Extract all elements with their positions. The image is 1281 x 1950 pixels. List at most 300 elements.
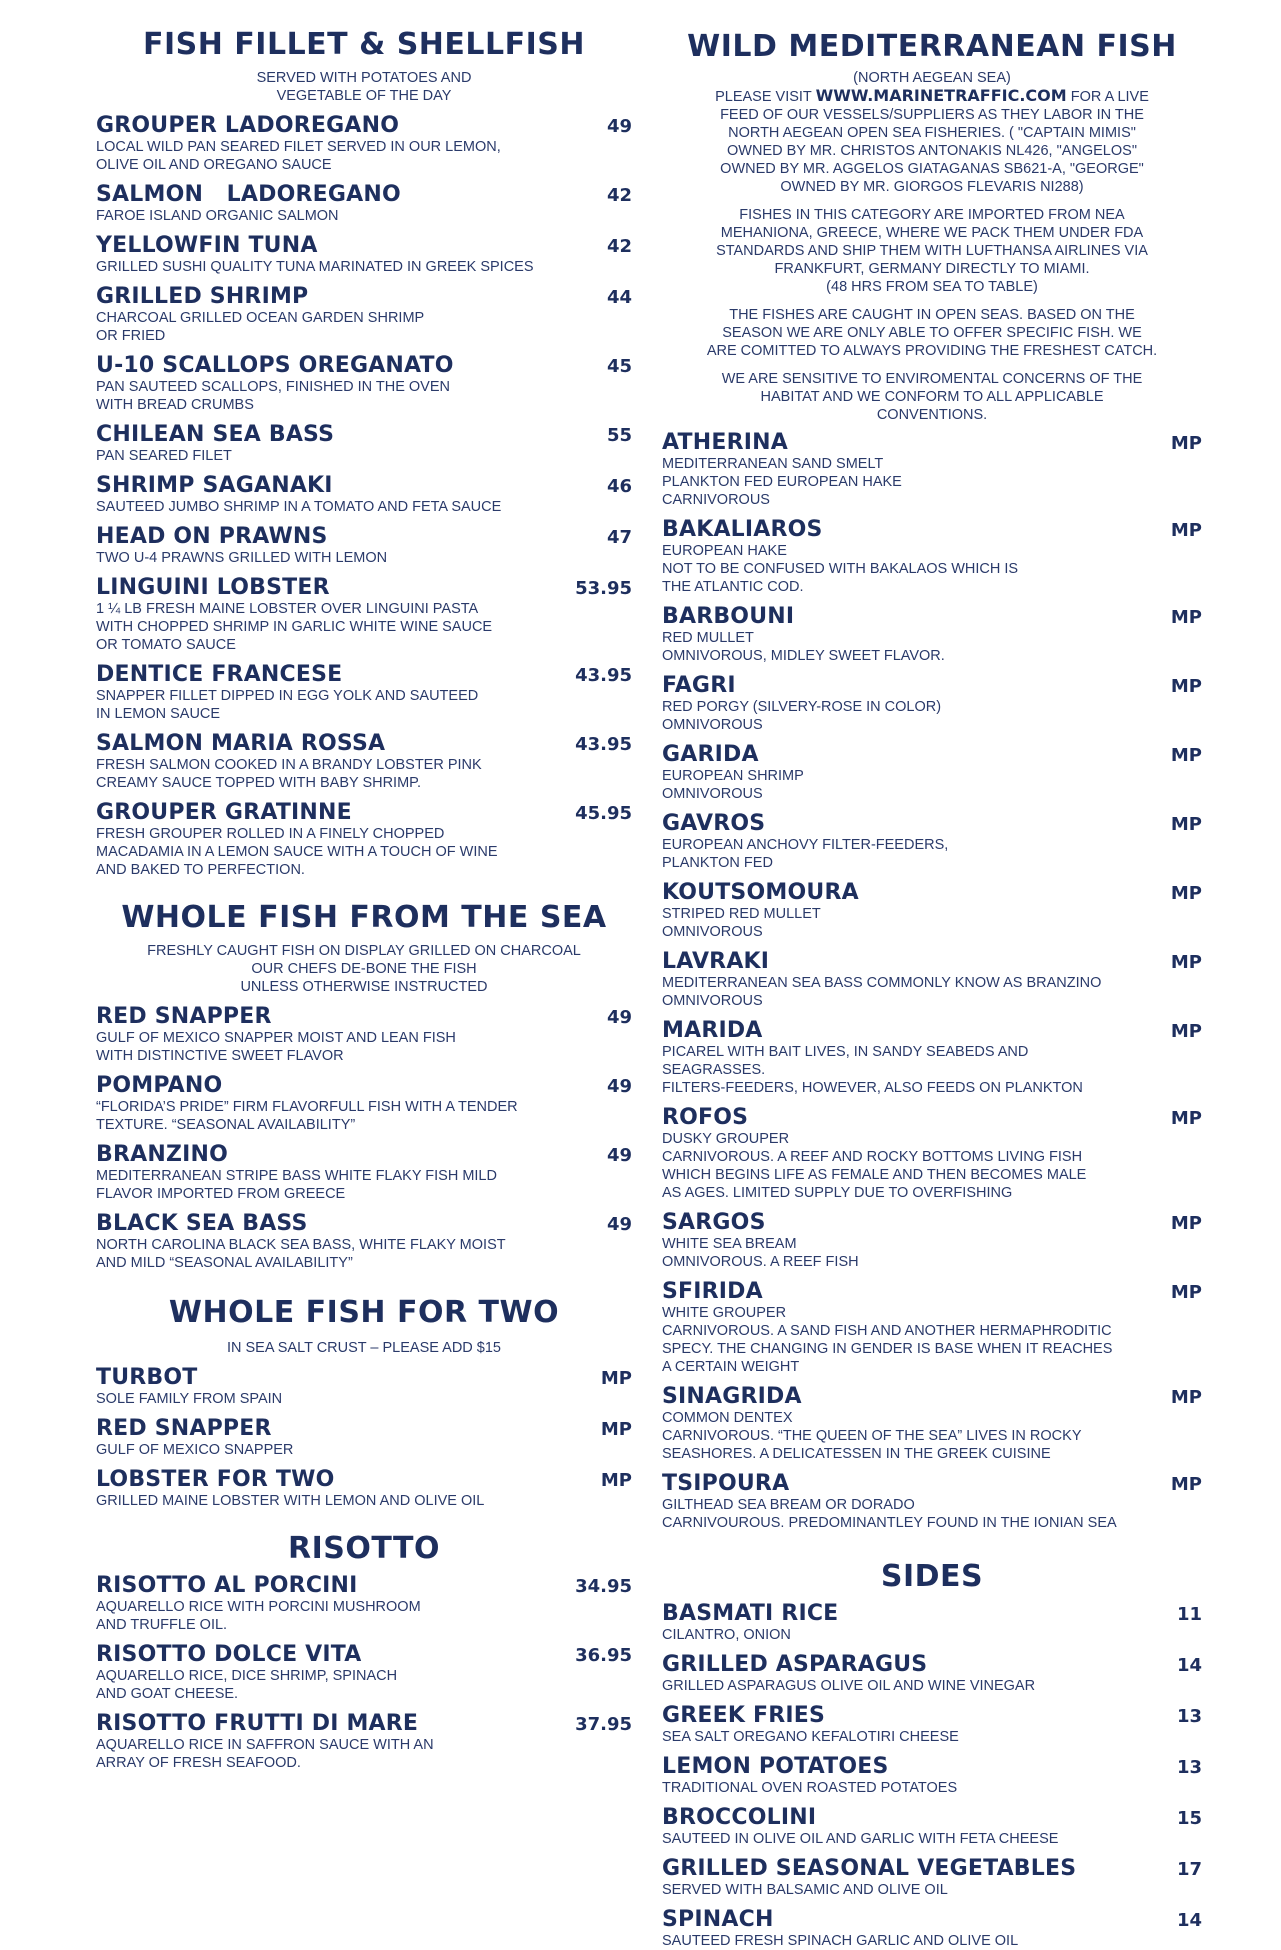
intro-line: MEHANIONA, GREECE, WHERE WE PACK THEM UNDER FDA xyxy=(720,225,1144,241)
menu-item-header xyxy=(662,1018,1202,1043)
menu-item-price: 44 xyxy=(606,287,632,308)
menu-item xyxy=(662,1105,1202,1202)
menu-item-name: KOUTSOMOURA xyxy=(662,880,859,905)
menu-item xyxy=(662,604,1202,665)
menu-item-header xyxy=(662,430,1202,455)
menu-item xyxy=(662,1471,1202,1532)
menu-item-price: 49 xyxy=(606,1145,632,1166)
menu-item-price: 13 xyxy=(1176,1757,1202,1778)
menu-item-description xyxy=(662,698,1202,734)
menu-item xyxy=(96,575,632,654)
menu-item-description xyxy=(96,447,632,465)
intro-line: UNLESS OTHERWISE INSTRUCTED xyxy=(240,979,488,995)
menu-item-header xyxy=(662,949,1202,974)
description-line: AQUARELLO RICE WITH PORCINI MUSHROOM xyxy=(96,1599,421,1615)
menu-item-price: 17 xyxy=(1176,1859,1202,1880)
section-title: RISOTTO xyxy=(288,1531,440,1566)
menu-item-header xyxy=(96,1365,632,1390)
description-line: GRILLED MAINE LOBSTER WITH LEMON AND OLIVE OIL xyxy=(96,1493,485,1509)
menu-item-header xyxy=(662,1210,1202,1235)
description-line: OLIVE OIL AND OREGANO SAUCE xyxy=(96,157,332,173)
menu-item-name: TSIPOURA xyxy=(662,1471,790,1496)
menu-item-header xyxy=(96,1073,632,1098)
menu-item-price: 14 xyxy=(1176,1655,1202,1676)
description-line: THE ATLANTIC COD. xyxy=(662,579,804,595)
description-line: SEA SALT OREGANO KEFALOTIRI CHEESE xyxy=(662,1729,959,1745)
description-line: GULF OF MEXICO SNAPPER MOIST AND LEAN FISH xyxy=(96,1030,456,1046)
description-line: FILTERS-FEEDERS, HOWEVER, ALSO FEEDS ON PLANKTON xyxy=(662,1080,1083,1096)
description-line: NORTH CAROLINA BLACK SEA BASS, WHITE FLAKY MOIST xyxy=(96,1237,506,1253)
intro-text: FOR A LIVE xyxy=(1066,89,1149,105)
menu-item xyxy=(96,422,632,465)
description-line: TWO U-4 PRAWNS GRILLED WITH LEMON xyxy=(96,550,388,566)
description-line: SNAPPER FILLET DIPPED IN EGG YOLK AND SAUTEED xyxy=(96,688,479,704)
section-title: FISH FILLET & SHELLFISH xyxy=(142,27,586,62)
menu-item xyxy=(662,673,1202,734)
menu-item-header xyxy=(96,1467,632,1492)
menu-item-price: MP xyxy=(1170,520,1202,541)
description-line: ARRAY OF FRESH SEAFOOD. xyxy=(96,1755,301,1771)
menu-item xyxy=(96,113,632,174)
menu-item-name: MARIDA xyxy=(662,1018,763,1043)
item-list xyxy=(96,1365,632,1510)
menu-item-description xyxy=(662,1130,1202,1202)
description-line: 1 ¼ LB FRESH MAINE LOBSTER OVER LINGUINI PASTA xyxy=(96,601,479,617)
menu-item-header xyxy=(662,1601,1202,1626)
menu-item-header xyxy=(96,473,632,498)
menu-item xyxy=(96,1073,632,1134)
menu-item-description xyxy=(662,1830,1202,1848)
intro-line: OWNED BY MR. CHRISTOS ANTONAKIS NL426, "ANGELOS" xyxy=(727,143,1137,159)
menu-item-price: 11 xyxy=(1176,1604,1202,1625)
menu-item-header xyxy=(662,673,1202,698)
intro-line: (48 HRS FROM SEA TO TABLE) xyxy=(826,279,1038,295)
description-line: AND BAKED TO PERFECTION. xyxy=(96,862,305,878)
menu-item-description xyxy=(662,1409,1202,1463)
description-line: EUROPEAN SHRIMP xyxy=(662,768,804,784)
menu-item-header xyxy=(662,1907,1202,1932)
menu-item-header xyxy=(662,1652,1202,1677)
menu-item-header xyxy=(662,1856,1202,1881)
item-list xyxy=(96,113,632,879)
menu-item xyxy=(662,1754,1202,1797)
menu-item xyxy=(96,662,632,723)
menu-item-header xyxy=(96,731,632,756)
menu-item-price: MP xyxy=(600,1419,632,1440)
menu-item-name: SINAGRIDA xyxy=(662,1384,802,1409)
description-line: SAUTEED FRESH SPINACH GARLIC AND OLIVE OIL xyxy=(662,1933,1019,1949)
menu-item-price: MP xyxy=(1170,1474,1202,1495)
menu-item-description xyxy=(662,836,1202,872)
description-line: MEDITERRANEAN SAND SMELT xyxy=(662,456,884,472)
menu-item-header xyxy=(96,1004,632,1029)
section-title: WHOLE FISH FOR TWO xyxy=(168,1295,560,1330)
menu-item-description xyxy=(96,1667,632,1703)
menu-item xyxy=(96,1467,632,1510)
description-line: SAUTEED IN OLIVE OIL AND GARLIC WITH FETA CHEESE xyxy=(662,1831,1059,1847)
menu-item-description xyxy=(96,258,632,276)
menu-item-header xyxy=(96,113,632,138)
description-line: CARNIVOROUS xyxy=(662,492,770,508)
section-intro xyxy=(96,942,632,996)
intro-line: SEASON WE ARE ONLY ABLE TO OFFER SPECIFIC FISH. WE xyxy=(722,325,1142,341)
description-line: PICAREL WITH BAIT LIVES, IN SANDY SEABEDS AND xyxy=(662,1044,1029,1060)
menu-item-price: 49 xyxy=(606,1076,632,1097)
menu-item-description xyxy=(96,378,632,414)
menu-item xyxy=(662,517,1202,596)
description-line: IN LEMON SAUCE xyxy=(96,706,221,722)
menu-item-description xyxy=(96,1441,632,1459)
intro-line: FRESHLY CAUGHT FISH ON DISPLAY GRILLED ON CHARCOAL xyxy=(147,943,581,959)
menu-item-header xyxy=(96,233,632,258)
description-line: SEASHORES. A DELICATESSEN IN THE GREEK CUISINE xyxy=(662,1446,1051,1462)
menu-item-description xyxy=(96,498,632,516)
description-line: SERVED WITH BALSAMIC AND OLIVE OIL xyxy=(662,1882,948,1898)
menu-item-name: GRILLED ASPARAGUS xyxy=(662,1652,928,1677)
section-sides xyxy=(662,1560,1202,1950)
intro-line: WE ARE SENSITIVE TO ENVIROMENTAL CONCERNS OF THE xyxy=(721,371,1143,387)
menu-item xyxy=(96,1142,632,1203)
intro-line: OWNED BY MR. GIORGOS FLEVARIS NI288) xyxy=(780,179,1084,195)
intro-line: SERVED WITH POTATOES AND xyxy=(256,70,472,86)
section-whole-fish-sea xyxy=(96,901,632,1272)
intro-line: THE FISHES ARE CAUGHT IN OPEN SEAS. BASED ON THE xyxy=(729,307,1135,323)
menu-item-name: POMPANO xyxy=(96,1073,223,1098)
menu-item xyxy=(662,1907,1202,1950)
menu-item-name: SARGOS xyxy=(662,1210,766,1235)
menu-item-name: SALMON MARIA ROSSA xyxy=(96,731,386,756)
menu-item xyxy=(662,430,1202,509)
description-line: AS AGES. LIMITED SUPPLY DUE TO OVERFISHING xyxy=(662,1185,1013,1201)
item-list xyxy=(96,1004,632,1272)
description-line: OMNIVOROUS xyxy=(662,717,763,733)
menu-item-price: MP xyxy=(1170,1021,1202,1042)
intro-text: PLEASE VISIT xyxy=(715,89,816,105)
menu-item xyxy=(96,284,632,345)
description-line: PLANKTON FED EUROPEAN HAKE xyxy=(662,474,902,490)
menu-item xyxy=(662,1856,1202,1899)
intro-line: ARE COMITTED TO ALWAYS PROVIDING THE FRESHEST CATCH. xyxy=(706,343,1158,359)
menu-item-description xyxy=(96,1236,632,1272)
menu-item-price: 43.95 xyxy=(575,665,632,686)
description-line: NOT TO BE CONFUSED WITH BAKALAOS WHICH IS xyxy=(662,561,1019,577)
menu-item xyxy=(662,811,1202,872)
description-line: PAN SEARED FILET xyxy=(96,448,232,464)
description-line: FRESH SALMON COOKED IN A BRANDY LOBSTER PINK xyxy=(96,757,482,773)
description-line: LOCAL WILD PAN SEARED FILET SERVED IN OUR LEMON, xyxy=(96,139,501,155)
section-intro xyxy=(96,69,632,105)
menu-item-name: LAVRAKI xyxy=(662,949,770,974)
intro-line: OUR CHEFS DE-BONE THE FISH xyxy=(251,961,477,977)
menu-item-description xyxy=(662,1932,1202,1950)
section-title: WHOLE FISH FROM THE SEA xyxy=(121,900,607,935)
menu-item-name: BASMATI RICE xyxy=(662,1601,839,1626)
description-line: SPECY. THE CHANGING IN GENDER IS BASE WHEN IT REACHES xyxy=(662,1341,1113,1357)
menu-item-price: MP xyxy=(600,1470,632,1491)
menu-item-price: 49 xyxy=(606,116,632,137)
menu-item-description xyxy=(662,1779,1202,1797)
menu-item-name: RED SNAPPER xyxy=(96,1416,272,1441)
menu-item-price: MP xyxy=(1170,1213,1202,1234)
menu-item-header xyxy=(662,1805,1202,1830)
description-line: SEAGRASSES. xyxy=(662,1062,766,1078)
menu-item-price: MP xyxy=(1170,883,1202,904)
menu-item-price: MP xyxy=(1170,745,1202,766)
description-line: AQUARELLO RICE IN SAFFRON SAUCE WITH AN xyxy=(96,1737,434,1753)
description-line: GRILLED ASPARAGUS OLIVE OIL AND WINE VINEGAR xyxy=(662,1678,1036,1694)
intro-line: (NORTH AEGEAN SEA) xyxy=(853,70,1011,86)
menu-item xyxy=(662,949,1202,1010)
menu-item xyxy=(96,1711,632,1772)
menu-item-description xyxy=(96,756,632,792)
description-line: AND TRUFFLE OIL. xyxy=(96,1617,228,1633)
menu-item-name: ATHERINA xyxy=(662,430,788,455)
menu-item xyxy=(96,353,632,414)
menu-item-price: MP xyxy=(1170,607,1202,628)
menu-item-header xyxy=(96,182,632,207)
menu-item-description xyxy=(662,629,1202,665)
menu-item-header xyxy=(662,1384,1202,1409)
menu-item-description xyxy=(662,542,1202,596)
description-line: WITH CHOPPED SHRIMP IN GARLIC WHITE WINE SAUCE xyxy=(96,619,493,635)
description-line: OMNIVOROUS xyxy=(662,924,763,940)
description-line: GRILLED SUSHI QUALITY TUNA MARINATED IN GREEK SPICES xyxy=(96,259,534,275)
menu-item xyxy=(662,742,1202,803)
menu-item xyxy=(662,1652,1202,1695)
description-line: TRADITIONAL OVEN ROASTED POTATOES xyxy=(662,1780,958,1796)
menu-item xyxy=(96,524,632,567)
menu-item-price: 37.95 xyxy=(575,1714,632,1735)
menu-item-header xyxy=(662,604,1202,629)
menu-item-header xyxy=(96,1416,632,1441)
description-line: OR TOMATO SAUCE xyxy=(96,637,236,653)
menu-item-header xyxy=(662,1703,1202,1728)
intro-line: FRANKFURT, GERMANY DIRECTLY TO MIAMI. xyxy=(774,261,1090,277)
menu-item-name: LEMON POTATOES xyxy=(662,1754,889,1779)
menu-item xyxy=(96,1642,632,1703)
description-line: DUSKY GROUPER xyxy=(662,1131,790,1147)
description-line: TEXTURE. “SEASONAL AVAILABILITY” xyxy=(96,1117,356,1133)
description-line: CARNIVOROUS. A REEF AND ROCKY BOTTOMS LIVING FISH xyxy=(662,1149,1083,1165)
intro-line: VEGETABLE OF THE DAY xyxy=(276,88,452,104)
menu-item-price: 15 xyxy=(1176,1808,1202,1829)
menu-item-description xyxy=(662,1881,1202,1899)
menu-item xyxy=(662,880,1202,941)
menu-item-price: 45 xyxy=(606,356,632,377)
menu-item xyxy=(96,1211,632,1272)
menu-item xyxy=(96,1365,632,1408)
menu-item-price: MP xyxy=(1170,1387,1202,1408)
menu-item xyxy=(96,800,632,879)
menu-item-description xyxy=(96,825,632,879)
menu-item-description xyxy=(96,309,632,345)
description-line: CARNIVOUROUS. PREDOMINANTLEY FOUND IN THE IONIAN SEA xyxy=(662,1515,1117,1531)
intro-paragraph xyxy=(662,69,1202,196)
menu-item-name: LOBSTER FOR TWO xyxy=(96,1467,335,1492)
menu-item-price: 49 xyxy=(606,1214,632,1235)
menu-item xyxy=(96,473,632,516)
menu-item-header xyxy=(96,1642,632,1667)
menu-item-name: ROFOS xyxy=(662,1105,749,1130)
menu-item xyxy=(96,1573,632,1634)
description-line: OR FRIED xyxy=(96,328,166,344)
section-title: WILD MEDITERRANEAN FISH xyxy=(687,29,1177,64)
intro-line: HABITAT AND WE CONFORM TO ALL APPLICABLE xyxy=(760,389,1104,405)
menu-item-description xyxy=(662,1043,1202,1097)
marinetraffic-link[interactable]: WWW.MARINETRAFFIC.COM xyxy=(815,86,1067,105)
menu-item-header xyxy=(662,1105,1202,1130)
menu-item-header xyxy=(662,811,1202,836)
menu-item-header xyxy=(662,880,1202,905)
menu-item-price: MP xyxy=(1170,1282,1202,1303)
section-risotto xyxy=(96,1532,632,1772)
menu-item-price: 43.95 xyxy=(575,734,632,755)
description-line: SOLE FAMILY FROM SPAIN xyxy=(96,1391,283,1407)
section-intro xyxy=(662,69,1202,424)
menu-item-price: MP xyxy=(1170,676,1202,697)
description-line: PAN SAUTEED SCALLOPS, FINISHED IN THE OVEN xyxy=(96,379,450,395)
intro-line: FEED OF OUR VESSELS/SUPPLIERS AS THEY LABOR IN THE xyxy=(720,107,1144,123)
menu-item-name: U-10 SCALLOPS OREGANATO xyxy=(96,353,454,378)
menu-item-name: RISOTTO AL PORCINI xyxy=(96,1573,358,1598)
description-line: GULF OF MEXICO SNAPPER xyxy=(96,1442,294,1458)
menu-item-price: 42 xyxy=(606,185,632,206)
menu-item-name: TURBOT xyxy=(96,1365,198,1390)
menu-item-price: 14 xyxy=(1176,1910,1202,1931)
menu-item xyxy=(662,1384,1202,1463)
menu-item-price: 42 xyxy=(606,236,632,257)
menu-item-price: 45.95 xyxy=(575,803,632,824)
menu-item-description xyxy=(96,1167,632,1203)
intro-line: CONVENTIONS. xyxy=(876,407,988,423)
description-line: RED PORGY (SILVERY-ROSE IN COLOR) xyxy=(662,699,942,715)
menu-item-description xyxy=(662,1626,1202,1644)
menu-item-name: RISOTTO FRUTTI DI MARE xyxy=(96,1711,419,1736)
menu-item-name: SHRIMP SAGANAKI xyxy=(96,473,333,498)
description-line: FRESH GROUPER ROLLED IN A FINELY CHOPPED xyxy=(96,826,445,842)
menu-item-description xyxy=(96,1736,632,1772)
menu-item-name: BARBOUNI xyxy=(662,604,795,629)
description-line: FLAVOR IMPORTED FROM GREECE xyxy=(96,1186,346,1202)
intro-line: STANDARDS AND SHIP THEM WITH LUFTHANSA AIRLINES VIA xyxy=(716,243,1148,259)
description-line: OMNIVOROUS, MIDLEY SWEET FLAVOR. xyxy=(662,648,945,664)
menu-item-price: 36.95 xyxy=(575,1645,632,1666)
description-line: EUROPEAN ANCHOVY FILTER-FEEDERS, xyxy=(662,837,949,853)
menu-item-name: GROUPER GRATINNE xyxy=(96,800,352,825)
item-list xyxy=(96,1573,632,1772)
menu-item-header xyxy=(662,517,1202,542)
menu-item-price: MP xyxy=(1170,952,1202,973)
description-line: CREAMY SAUCE TOPPED WITH BABY SHRIMP. xyxy=(96,775,421,791)
description-line: CARNIVOROUS. “THE QUEEN OF THE SEA” LIVES IN ROCKY xyxy=(662,1428,1082,1444)
menu-item xyxy=(662,1805,1202,1848)
menu-item-name: SALMON LADOREGANO xyxy=(96,182,401,207)
menu-item-name: RED SNAPPER xyxy=(96,1004,272,1029)
section-whole-fish-two xyxy=(96,1296,632,1510)
description-line: AQUARELLO RICE, DICE SHRIMP, SPINACH xyxy=(96,1668,398,1684)
menu-item-name: BROCCOLINI xyxy=(662,1805,817,1830)
description-line: OMNIVOROUS. A REEF FISH xyxy=(662,1254,859,1270)
menu-item-name: BAKALIAROS xyxy=(662,517,823,542)
section-intro xyxy=(96,1339,632,1357)
menu-item xyxy=(96,1004,632,1065)
menu-item-description xyxy=(96,549,632,567)
menu-item-name: BLACK SEA BASS xyxy=(96,1211,308,1236)
intro-line: OWNED BY MR. AGGELOS GIATAGANAS SB621-A, "GEORGE" xyxy=(720,161,1144,177)
description-line: MACADAMIA IN A LEMON SAUCE WITH A TOUCH OF WINE xyxy=(96,844,498,860)
description-line: OMNIVOROUS xyxy=(662,786,763,802)
right-column xyxy=(662,0,1202,1950)
description-line: WHICH BEGINS LIFE AS FEMALE AND THEN BECOMES MALE xyxy=(662,1167,1087,1183)
menu-item-header xyxy=(96,1711,632,1736)
intro-paragraph xyxy=(662,206,1202,296)
menu-item-name: LINGUINI LOBSTER xyxy=(96,575,330,600)
intro-line: FISHES IN THIS CATEGORY ARE IMPORTED FROM NEA xyxy=(739,207,1125,223)
description-line: CARNIVOROUS. A SAND FISH AND ANOTHER HERMAPHRODITIC xyxy=(662,1323,1112,1339)
menu-item-name: RISOTTO DOLCE VITA xyxy=(96,1642,362,1667)
menu-item xyxy=(662,1018,1202,1097)
left-column xyxy=(96,0,632,1772)
description-line: EUROPEAN HAKE xyxy=(662,543,787,559)
menu-item xyxy=(96,731,632,792)
section-fish-fillet xyxy=(96,28,632,879)
menu-item-description xyxy=(96,1098,632,1134)
menu-item-header xyxy=(662,1279,1202,1304)
description-line: COMMON DENTEX xyxy=(662,1410,793,1426)
menu-item-header xyxy=(662,742,1202,767)
menu-item-name: CHILEAN SEA BASS xyxy=(96,422,335,447)
menu-item-description xyxy=(662,455,1202,509)
menu-item xyxy=(662,1601,1202,1644)
description-line: CHARCOAL GRILLED OCEAN GARDEN SHRIMP xyxy=(96,310,425,326)
description-line: RED MULLET xyxy=(662,630,754,646)
menu-item-name: GARIDA xyxy=(662,742,759,767)
description-line: MEDITERRANEAN SEA BASS COMMONLY KNOW AS BRANZINO xyxy=(662,975,1102,991)
description-line: “FLORIDA’S PRIDE” FIRM FLAVORFULL FISH WITH A TENDER xyxy=(96,1099,518,1115)
menu-item-price: 47 xyxy=(606,527,632,548)
menu-item-description xyxy=(662,974,1202,1010)
menu-item-description xyxy=(662,767,1202,803)
menu-item-header xyxy=(96,1211,632,1236)
menu-item-price: MP xyxy=(600,1368,632,1389)
menu-item-header xyxy=(96,1142,632,1167)
menu-item-header xyxy=(96,422,632,447)
menu-item-price: 34.95 xyxy=(575,1576,632,1597)
menu-item-name: DENTICE FRANCESE xyxy=(96,662,343,687)
intro-line xyxy=(662,87,1202,106)
menu-item-price: 46 xyxy=(606,476,632,497)
intro-paragraph xyxy=(662,370,1202,424)
menu-item-name: GROUPER LADOREGANO xyxy=(96,113,400,138)
description-line: WHITE SEA BREAM xyxy=(662,1236,797,1252)
menu-item-name: HEAD ON PRAWNS xyxy=(96,524,328,549)
description-line: WITH BREAD CRUMBS xyxy=(96,397,254,413)
menu-item-description xyxy=(662,1677,1202,1695)
menu-item xyxy=(96,182,632,225)
description-line: PLANKTON FED xyxy=(662,855,773,871)
menu-item-price: 49 xyxy=(606,1007,632,1028)
section-title: SIDES xyxy=(880,1559,984,1594)
menu-item-description xyxy=(96,600,632,654)
description-line: WITH DISTINCTIVE SWEET FLAVOR xyxy=(96,1048,344,1064)
description-line: AND GOAT CHEESE. xyxy=(96,1686,239,1702)
menu-item-price: 13 xyxy=(1176,1706,1202,1727)
description-line: WHITE GROUPER xyxy=(662,1305,787,1321)
menu-item-name: BRANZINO xyxy=(96,1142,228,1167)
menu-item xyxy=(662,1703,1202,1746)
menu-item-price: 53.95 xyxy=(575,578,632,599)
menu-item-description xyxy=(96,1598,632,1634)
